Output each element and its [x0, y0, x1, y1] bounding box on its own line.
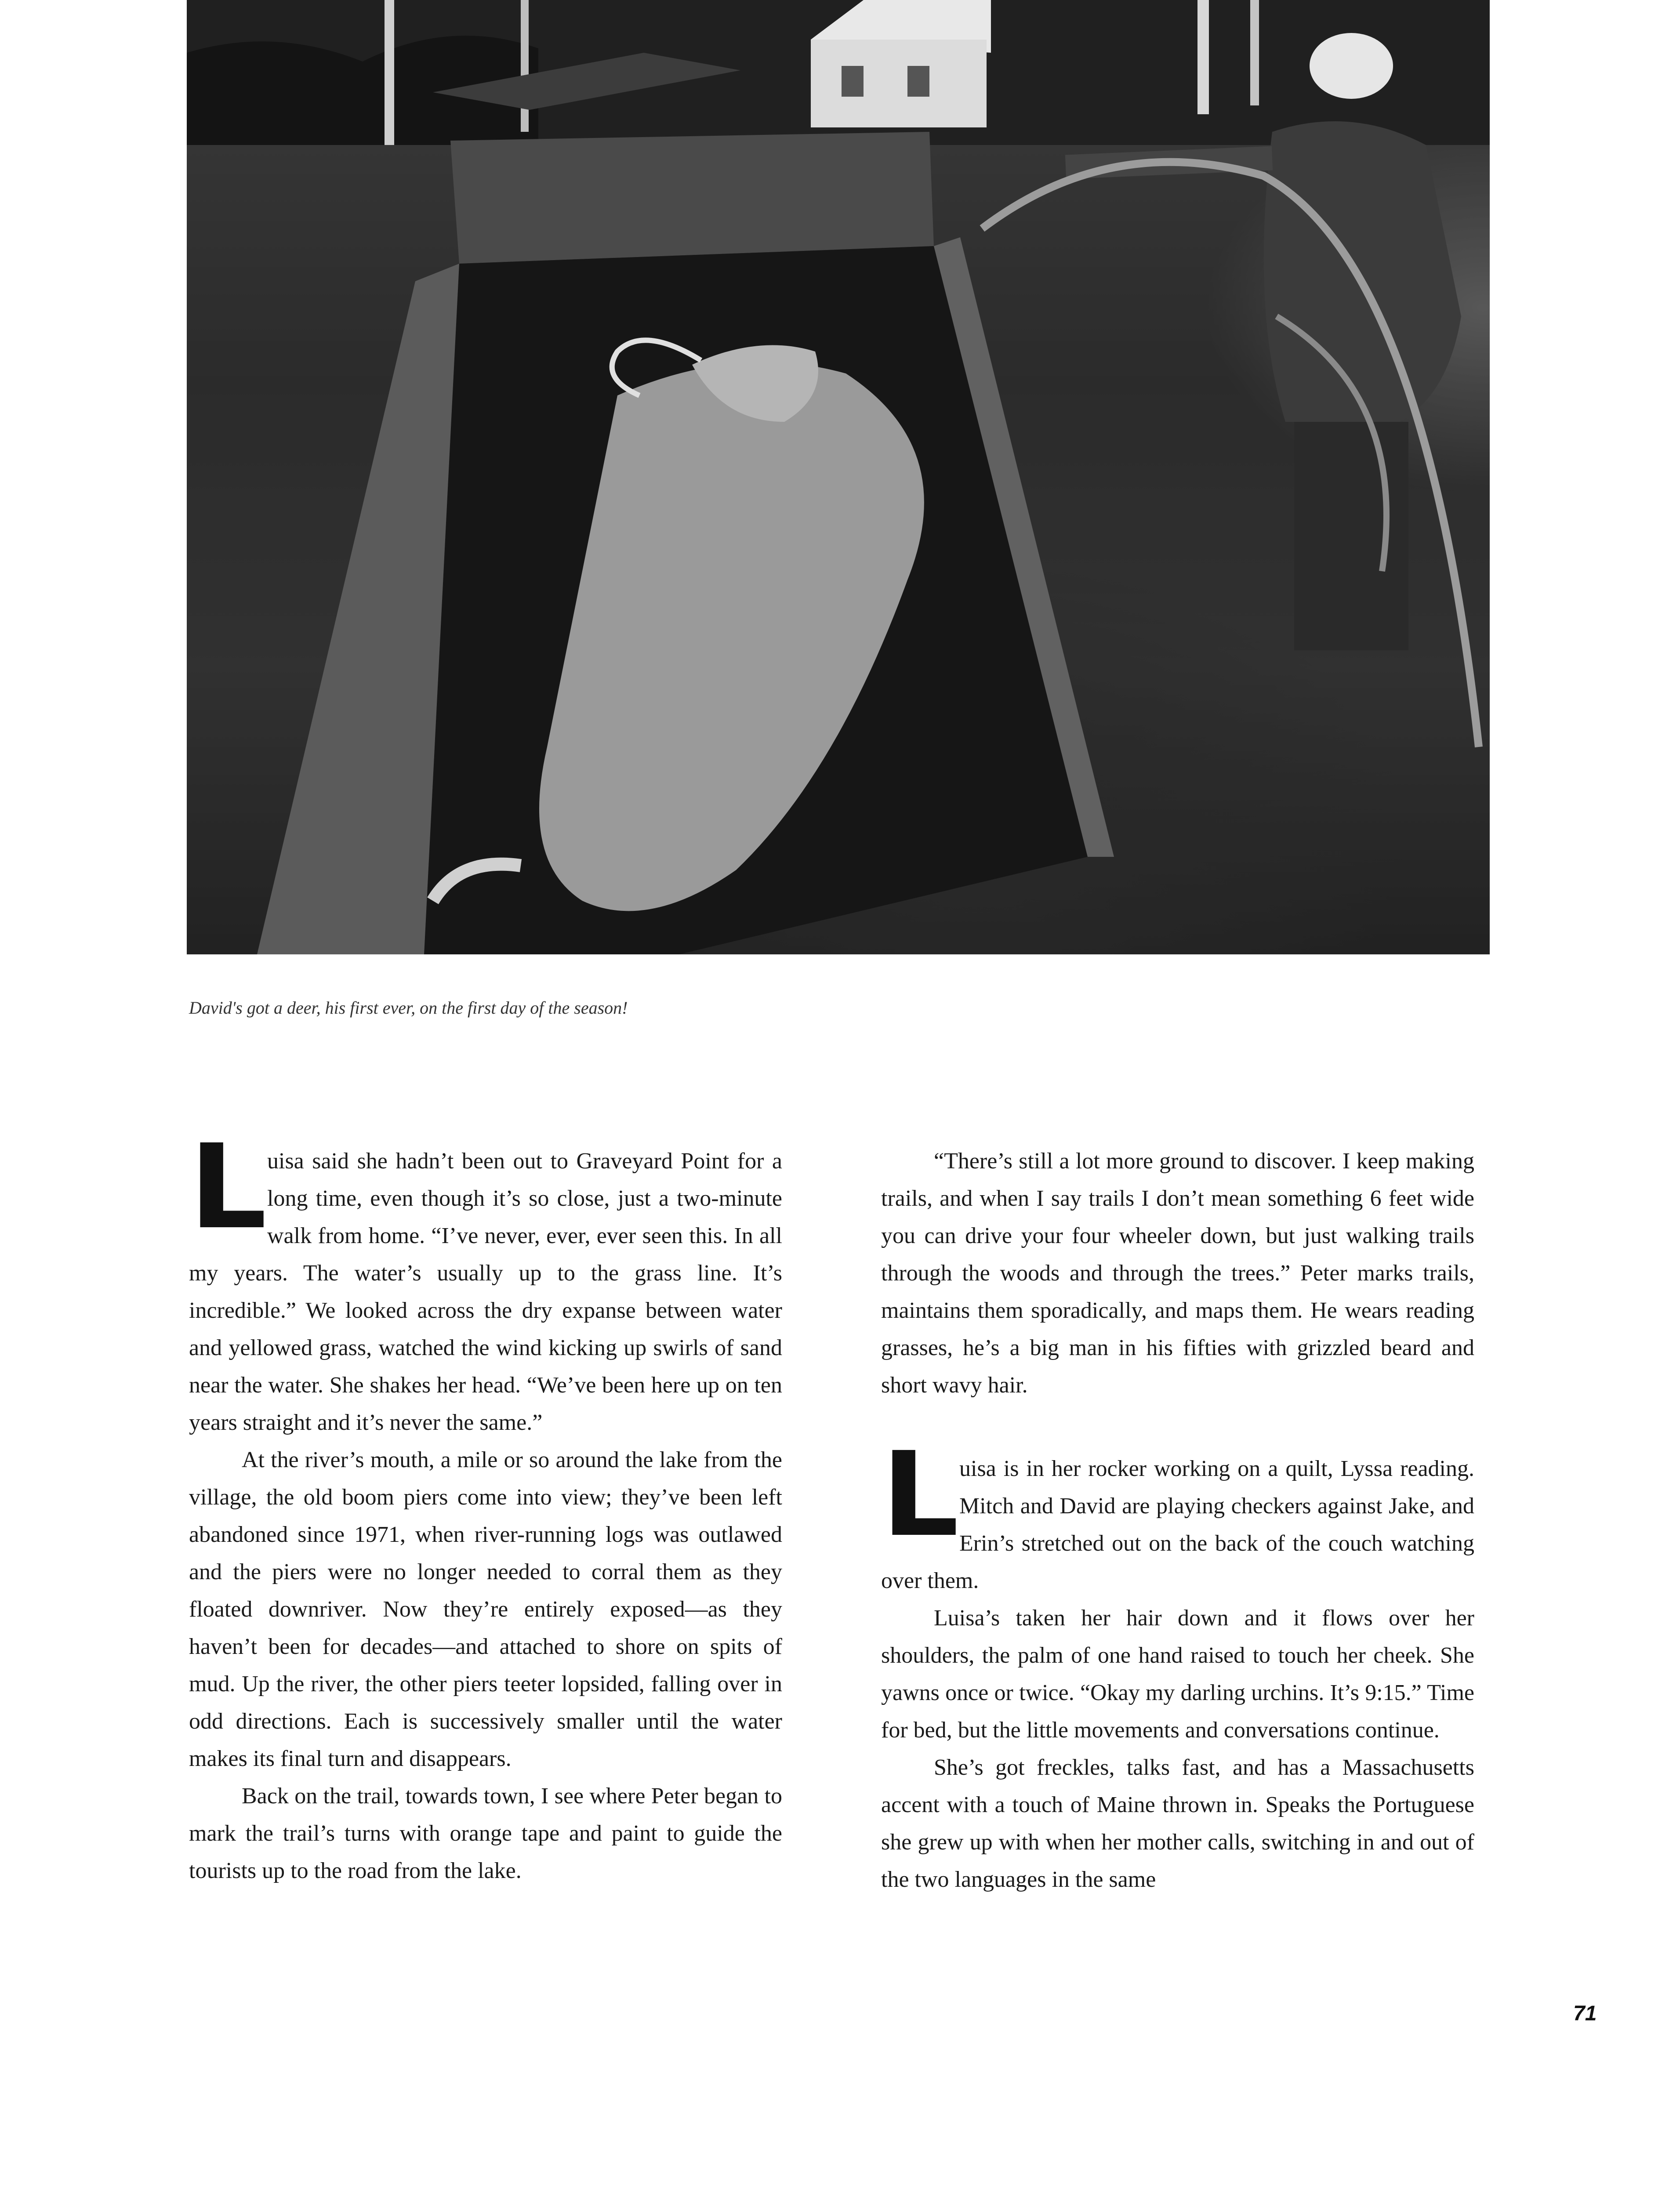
drop-cap [189, 1120, 267, 1255]
article-column-right-top [881, 1142, 1474, 1404]
photo-illustration [187, 0, 1490, 954]
paragraph: uisa said she hadn’t been out to Graveyard Point for a long time, even though it’s so close, just a two-minute walk from home. “I’ve never, ever, ever seen this. In all my years. The water’s usually up to the grass line. It’s incredible.” We looked across the dry expanse between water and yellowed grass, watched the wind kicking up swirls of sand near the water. She shakes her head. “We’ve been here up on ten years straight and it’s never the same.” [189, 1149, 782, 1435]
article-column-left [189, 1120, 782, 1889]
drop-cap-letter: L [881, 1427, 959, 1563]
paragraph: uisa is in her rocker working on a quilt, Lyssa reading. Mitch and David are playing checkers against Jake, and Erin’s stretched out on the back of the couch watching over them. [881, 1456, 1474, 1593]
drop-cap-letter: L [189, 1120, 267, 1255]
paragraph: She’s got freckles, talks fast, and has a Massachusetts accent with a touch of Maine thrown in. Speaks the Portuguese she grew up with when her mother calls, switching in and out of the two languages in the same [881, 1755, 1474, 1892]
photo-deer-in-wagon-man-with-hose [187, 0, 1490, 954]
paragraph: Luisa’s taken her hair down and it flows over her shoulders, the palm of one hand raised to touch her cheek. She yawns once or twice. “Okay my darling urchins. It’s 9:15.” Time for bed, but the little movements and conversations continue. [881, 1606, 1474, 1743]
drop-cap [881, 1427, 959, 1563]
photo-caption: David's got a deer, his first ever, on the first day of the season! [189, 998, 628, 1018]
paragraph: At the river’s mouth, a mile or so around the lake from the village, the old boom piers come into view; they’ve been left abandoned since 1971, when river-running logs was outlawed and the piers were no longer needed to corral them as they floated downriver. Now they’re entirely exposed—as they haven’t been for decades—and attached to shore on spits of mud. Up the river, the other piers teeter lopsided, falling over in odd directions. Each is successively smaller until the water makes its final turn and disappears. [189, 1447, 782, 1771]
page-number: 71 [1573, 2002, 1597, 2025]
paragraph: “There’s still a lot more ground to discover. I keep making trails, and when I say trails I don’t mean something 6 feet wide you can drive your four wheeler down, but just walking trails through the woods and through the trees.” Peter marks trails, maintains them sporadically, and maps them. He wears reading grasses, he’s a big man in his fifties with grizzled beard and short wavy hair. [881, 1149, 1474, 1398]
paragraph: Back on the trail, towards town, I see where Peter began to mark the trail’s turns with orange tape and paint to guide the tourists up to the road from the lake. [189, 1784, 782, 1883]
article-column-right-bottom [881, 1427, 1474, 1898]
